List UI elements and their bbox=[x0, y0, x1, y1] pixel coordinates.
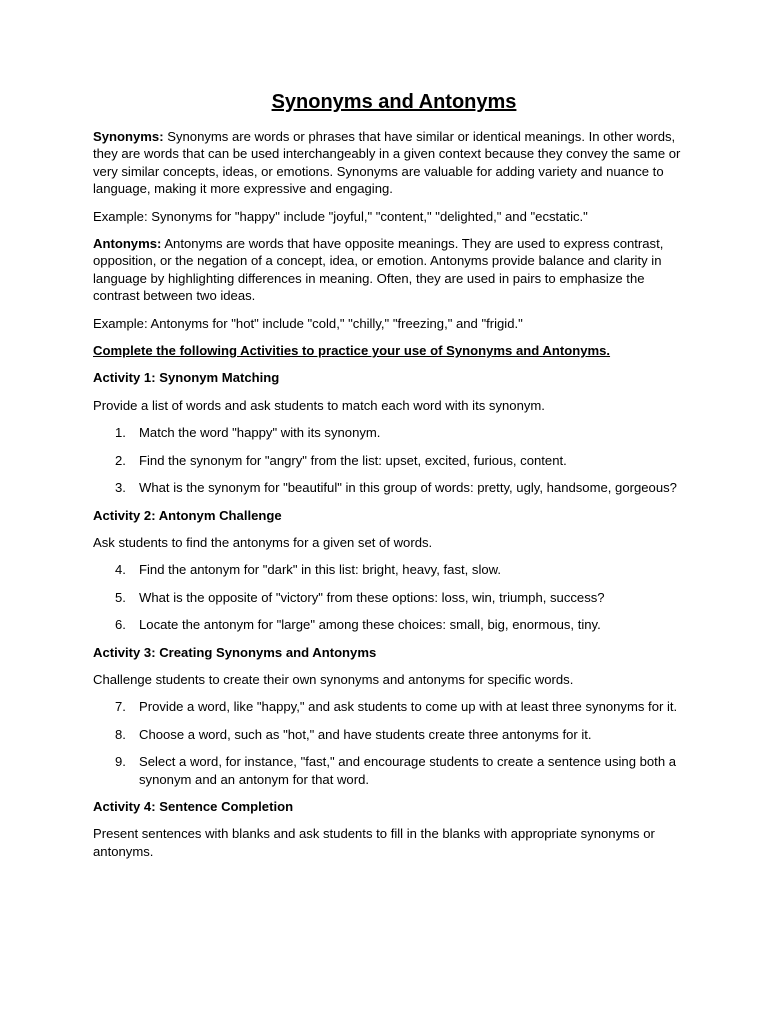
list-item-text: Choose a word, such as "hot," and have students create three antonyms for it. bbox=[139, 726, 592, 742]
activity-2-list bbox=[93, 561, 683, 633]
antonyms-definition: Antonyms are words that have opposite meanings. They are used to express contrast, opposition, or the negation of a concept, idea, or emotion. Antonyms provide balance and clarity in language by highlighting differences in meaning. Often, they are used in pairs to emphasize the contrast between two ideas. bbox=[93, 236, 664, 304]
synonyms-example: Example: Synonyms for "happy" include "joyful," "content," "delighted," and "ecstatic." bbox=[93, 208, 588, 224]
antonyms-example: Example: Antonyms for "hot" include "cold," "chilly," "freezing," and "frigid." bbox=[93, 315, 523, 331]
list-item-number: 4. bbox=[115, 562, 126, 578]
list-item bbox=[93, 479, 683, 496]
activity-3-list bbox=[93, 698, 683, 788]
activity-2-heading: Activity 2: Antonym Challenge bbox=[93, 507, 282, 523]
list-item bbox=[93, 424, 683, 441]
activity-4-heading: Activity 4: Sentence Completion bbox=[93, 798, 294, 814]
list-item-text: Match the word "happy" with its synonym. bbox=[139, 425, 381, 441]
list-item bbox=[93, 561, 683, 578]
list-item-number: 3. bbox=[115, 480, 126, 496]
list-item-text: Select a word, for instance, "fast," and encourage students to create a sentence using both a synonym and an antonym for that word. bbox=[139, 754, 677, 787]
list-item bbox=[93, 616, 683, 633]
antonyms-paragraph bbox=[93, 235, 683, 305]
document-page bbox=[93, 88, 683, 870]
list-item-text: Provide a word, like "happy," and ask students to come up with at least three synonyms for it. bbox=[139, 699, 678, 715]
list-item-number: 6. bbox=[115, 617, 126, 633]
activity-2-intro: Ask students to find the antonyms for a given set of words. bbox=[93, 534, 433, 550]
activity-4-intro: Present sentences with blanks and ask students to fill in the blanks with appropriate synonyms or antonyms. bbox=[93, 826, 655, 859]
activities-instruction: Complete the following Activities to practice your use of Synonyms and Antonyms. bbox=[93, 343, 611, 359]
activity-1-list bbox=[93, 424, 683, 496]
list-item bbox=[93, 589, 683, 606]
synonyms-paragraph bbox=[93, 128, 683, 198]
list-item-number: 7. bbox=[115, 699, 126, 715]
list-item-number: 2. bbox=[115, 452, 126, 468]
list-item bbox=[93, 726, 683, 743]
list-item-text: What is the synonym for "beautiful" in this group of words: pretty, ugly, handsome, gorgeous? bbox=[139, 480, 677, 496]
list-item bbox=[93, 452, 683, 469]
page-title: Synonyms and Antonyms bbox=[271, 91, 517, 113]
synonyms-definition: Synonyms are words or phrases that have similar or identical meanings. In other words, they are words that can be used interchangeably in a given context because they convey the same or very similar concepts, ideas, or emotions. Synonyms are valuable for adding variety and nuance to language, making it more expressive and engaging. bbox=[93, 129, 681, 197]
list-item bbox=[93, 753, 683, 788]
activity-3-heading: Activity 3: Creating Synonyms and Antonyms bbox=[93, 644, 377, 660]
list-item-text: Find the antonym for "dark" in this list: bright, heavy, fast, slow. bbox=[139, 562, 502, 578]
list-item-text: Find the synonym for "angry" from the list: upset, excited, furious, content. bbox=[139, 452, 567, 468]
list-item-number: 8. bbox=[115, 726, 126, 742]
list-item-number: 9. bbox=[115, 754, 126, 770]
list-item-number: 1. bbox=[115, 425, 126, 441]
synonyms-term: Synonyms: bbox=[93, 129, 164, 144]
list-item-text: What is the opposite of "victory" from these options: loss, win, triumph, success? bbox=[139, 589, 605, 605]
activity-1-heading: Activity 1: Synonym Matching bbox=[93, 370, 280, 386]
activity-3-intro: Challenge students to create their own synonyms and antonyms for specific words. bbox=[93, 671, 574, 687]
list-item-text: Locate the antonym for "large" among these choices: small, big, enormous, tiny. bbox=[139, 617, 601, 633]
list-item bbox=[93, 698, 683, 715]
activity-1-intro: Provide a list of words and ask students to match each word with its synonym. bbox=[93, 397, 545, 413]
list-item-number: 5. bbox=[115, 589, 126, 605]
antonyms-term: Antonyms: bbox=[93, 236, 162, 252]
